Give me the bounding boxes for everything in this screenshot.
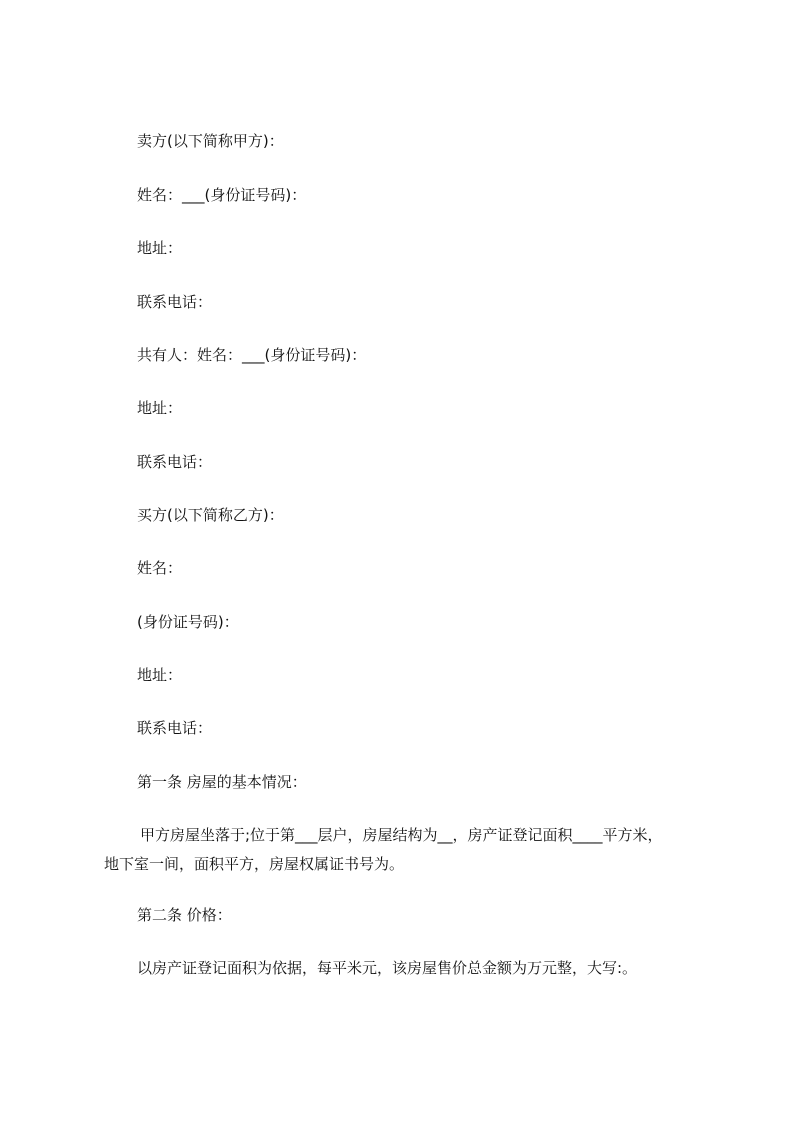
buyer-name-line: 姓名： — [137, 559, 183, 577]
article-2-body: 以房产证登记面积为依据，每平米元，该房屋售价总金额为万元整，大写:。 — [137, 959, 638, 977]
buyer-id-line: (身份证号码)： — [137, 613, 239, 631]
buyer-heading: 买方(以下简称乙方)： — [137, 506, 284, 524]
seller-heading: 卖方(以下简称甲方)： — [137, 132, 284, 150]
seller-name-line: 姓名：___(身份证号码)： — [137, 186, 307, 204]
seller-address-line: 地址： — [137, 239, 183, 257]
article-2-title: 第二条 价格： — [137, 906, 232, 924]
buyer-phone-line: 联系电话： — [137, 719, 213, 737]
article-1-title: 第一条 房屋的基本情况： — [137, 773, 307, 791]
buyer-address-line: 地址： — [137, 666, 183, 684]
seller-phone-line: 联系电话： — [137, 293, 213, 311]
co-owner-phone-line: 联系电话： — [137, 453, 213, 471]
article-1-body — [104, 821, 704, 879]
article-1-body-line-1: 甲方房屋坐落于;位于第___层户，房屋结构为__，房产证登记面积____平方米， — [140, 826, 663, 844]
co-owner-address-line: 地址： — [137, 399, 183, 417]
article-1-body-line-2: 地下室一间，面积平方，房屋权属证书号为。 — [104, 855, 405, 873]
co-owner-name-line: 共有人：姓名：___(身份证号码)： — [137, 346, 367, 364]
